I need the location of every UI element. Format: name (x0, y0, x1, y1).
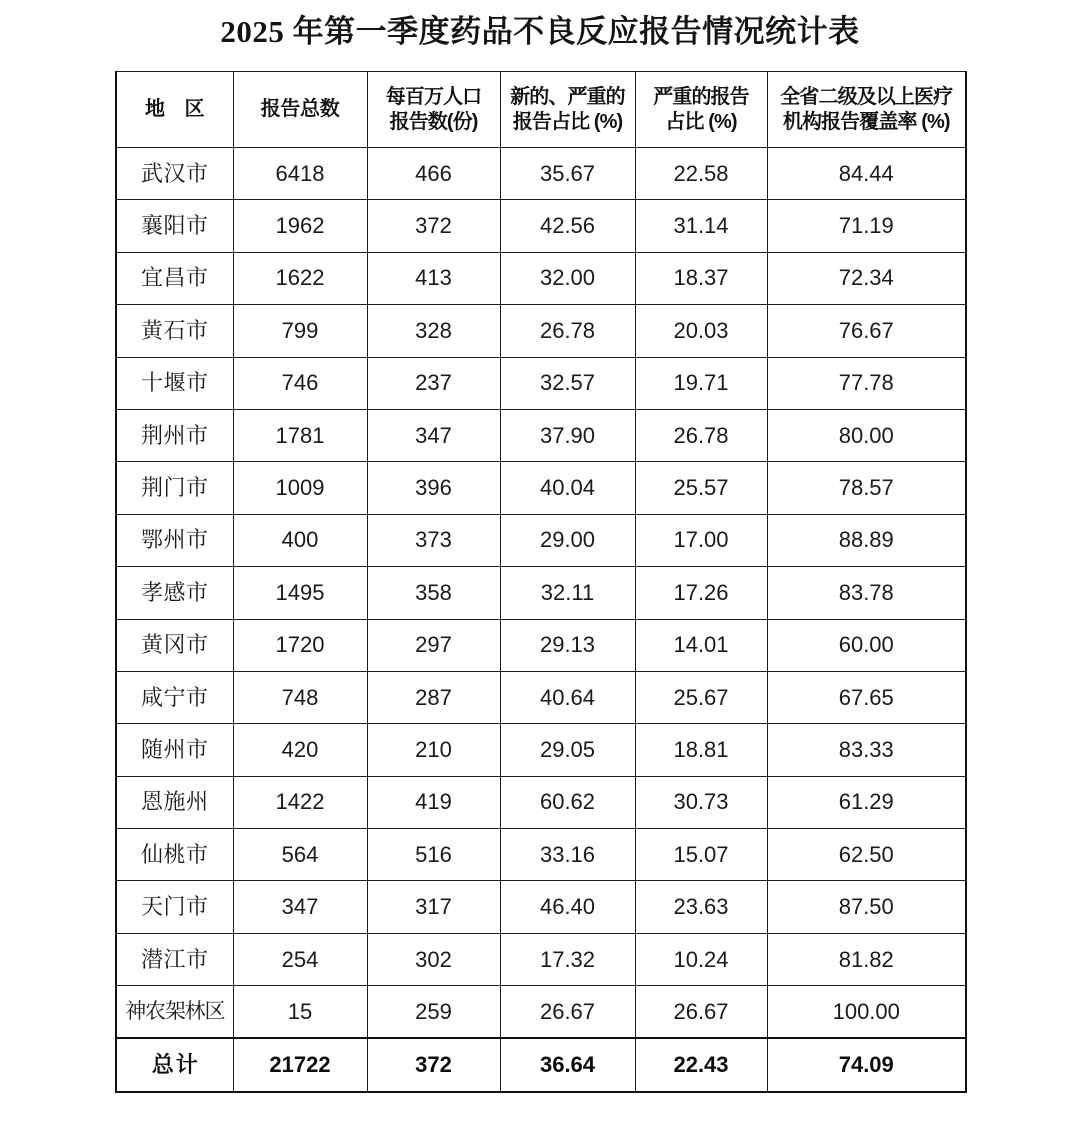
cell-serious-ratio: 17.00 (635, 514, 767, 566)
cell-reports-per-million: 372 (367, 200, 500, 252)
cell-new-and-serious-ratio: 32.11 (500, 567, 635, 619)
cell-total-reports: 21722 (233, 1038, 367, 1092)
cell-total-reports: 400 (233, 514, 367, 566)
cell-serious-ratio: 22.58 (635, 148, 767, 200)
cell-region: 神农架林区 (116, 986, 233, 1038)
cell-total-reports: 1495 (233, 567, 367, 619)
cell-region: 宜昌市 (116, 252, 233, 304)
cell-coverage-rate: 87.50 (767, 881, 966, 933)
table-row (116, 829, 966, 881)
cell-serious-ratio: 19.71 (635, 357, 767, 409)
cell-reports-per-million: 328 (367, 305, 500, 357)
cell-region: 鄂州市 (116, 514, 233, 566)
cell-total-reports: 15 (233, 986, 367, 1038)
column-header-total-reports: 报告总数 (233, 72, 367, 148)
cell-serious-ratio: 26.67 (635, 986, 767, 1038)
cell-serious-ratio: 22.43 (635, 1038, 767, 1092)
page-title: 2025 年第一季度药品不良反应报告情况统计表 (220, 14, 860, 49)
table-row (116, 776, 966, 828)
table-row (116, 881, 966, 933)
cell-coverage-rate: 62.50 (767, 829, 966, 881)
cell-region: 仙桃市 (116, 829, 233, 881)
cell-coverage-rate: 83.78 (767, 567, 966, 619)
cell-total-reports: 1622 (233, 252, 367, 304)
table-row (116, 933, 966, 985)
cell-new-and-serious-ratio: 33.16 (500, 829, 635, 881)
cell-region: 孝感市 (116, 567, 233, 619)
table-body (116, 148, 966, 1093)
column-header-coverage-rate: 全省二级及以上医疗 机构报告覆盖率 (%) (767, 72, 966, 148)
table-row (116, 305, 966, 357)
column-header-new-and-serious-ratio: 新的、严重的 报告占比 (%) (500, 72, 635, 148)
cell-coverage-rate: 77.78 (767, 357, 966, 409)
cell-region: 咸宁市 (116, 671, 233, 723)
cell-reports-per-million: 317 (367, 881, 500, 933)
table-total-row (116, 1038, 966, 1092)
cell-region: 荆州市 (116, 409, 233, 461)
cell-reports-per-million: 466 (367, 148, 500, 200)
cell-region: 黄冈市 (116, 619, 233, 671)
cell-total-reports: 254 (233, 933, 367, 985)
cell-serious-ratio: 20.03 (635, 305, 767, 357)
table-row (116, 148, 966, 200)
cell-coverage-rate: 84.44 (767, 148, 966, 200)
cell-coverage-rate: 71.19 (767, 200, 966, 252)
table-row (116, 409, 966, 461)
cell-reports-per-million: 372 (367, 1038, 500, 1092)
cell-region: 总计 (116, 1038, 233, 1092)
table-row (116, 671, 966, 723)
cell-new-and-serious-ratio: 42.56 (500, 200, 635, 252)
table-row (116, 986, 966, 1038)
cell-region: 十堰市 (116, 357, 233, 409)
adr-report-statistics-table (115, 71, 967, 1093)
cell-new-and-serious-ratio: 36.64 (500, 1038, 635, 1092)
cell-serious-ratio: 30.73 (635, 776, 767, 828)
cell-reports-per-million: 259 (367, 986, 500, 1038)
cell-reports-per-million: 210 (367, 724, 500, 776)
cell-total-reports: 420 (233, 724, 367, 776)
cell-new-and-serious-ratio: 60.62 (500, 776, 635, 828)
cell-reports-per-million: 287 (367, 671, 500, 723)
cell-region: 潜江市 (116, 933, 233, 985)
statistics-table-container (115, 71, 965, 1093)
cell-region: 恩施州 (116, 776, 233, 828)
cell-new-and-serious-ratio: 29.13 (500, 619, 635, 671)
cell-new-and-serious-ratio: 40.04 (500, 462, 635, 514)
cell-reports-per-million: 516 (367, 829, 500, 881)
cell-coverage-rate: 100.00 (767, 986, 966, 1038)
cell-serious-ratio: 10.24 (635, 933, 767, 985)
table-row (116, 462, 966, 514)
cell-serious-ratio: 18.81 (635, 724, 767, 776)
cell-new-and-serious-ratio: 46.40 (500, 881, 635, 933)
cell-new-and-serious-ratio: 35.67 (500, 148, 635, 200)
cell-serious-ratio: 15.07 (635, 829, 767, 881)
cell-coverage-rate: 88.89 (767, 514, 966, 566)
table-row (116, 724, 966, 776)
cell-new-and-serious-ratio: 29.00 (500, 514, 635, 566)
table-header-row (116, 72, 966, 148)
cell-coverage-rate: 80.00 (767, 409, 966, 461)
cell-coverage-rate: 60.00 (767, 619, 966, 671)
cell-reports-per-million: 413 (367, 252, 500, 304)
cell-total-reports: 1962 (233, 200, 367, 252)
column-header-region: 地 区 (116, 72, 233, 148)
cell-total-reports: 799 (233, 305, 367, 357)
cell-reports-per-million: 237 (367, 357, 500, 409)
cell-reports-per-million: 373 (367, 514, 500, 566)
table-header (116, 72, 966, 148)
cell-serious-ratio: 26.78 (635, 409, 767, 461)
table-row (116, 200, 966, 252)
cell-serious-ratio: 18.37 (635, 252, 767, 304)
cell-total-reports: 748 (233, 671, 367, 723)
cell-new-and-serious-ratio: 17.32 (500, 933, 635, 985)
cell-serious-ratio: 25.67 (635, 671, 767, 723)
cell-reports-per-million: 302 (367, 933, 500, 985)
cell-total-reports: 564 (233, 829, 367, 881)
column-header-reports-per-million: 每百万人口 报告数(份) (367, 72, 500, 148)
cell-new-and-serious-ratio: 26.78 (500, 305, 635, 357)
cell-total-reports: 1781 (233, 409, 367, 461)
cell-coverage-rate: 67.65 (767, 671, 966, 723)
table-row (116, 514, 966, 566)
table-row (116, 567, 966, 619)
table-row (116, 252, 966, 304)
cell-total-reports: 6418 (233, 148, 367, 200)
cell-serious-ratio: 14.01 (635, 619, 767, 671)
cell-coverage-rate: 76.67 (767, 305, 966, 357)
cell-region: 荆门市 (116, 462, 233, 514)
cell-serious-ratio: 17.26 (635, 567, 767, 619)
cell-total-reports: 1720 (233, 619, 367, 671)
cell-region: 黄石市 (116, 305, 233, 357)
cell-reports-per-million: 358 (367, 567, 500, 619)
cell-region: 随州市 (116, 724, 233, 776)
cell-total-reports: 1009 (233, 462, 367, 514)
cell-new-and-serious-ratio: 37.90 (500, 409, 635, 461)
cell-new-and-serious-ratio: 29.05 (500, 724, 635, 776)
cell-new-and-serious-ratio: 40.64 (500, 671, 635, 723)
cell-coverage-rate: 78.57 (767, 462, 966, 514)
cell-region: 天门市 (116, 881, 233, 933)
cell-reports-per-million: 396 (367, 462, 500, 514)
cell-coverage-rate: 83.33 (767, 724, 966, 776)
cell-region: 襄阳市 (116, 200, 233, 252)
table-row (116, 357, 966, 409)
cell-region: 武汉市 (116, 148, 233, 200)
cell-total-reports: 1422 (233, 776, 367, 828)
cell-new-and-serious-ratio: 26.67 (500, 986, 635, 1038)
cell-serious-ratio: 25.57 (635, 462, 767, 514)
cell-total-reports: 746 (233, 357, 367, 409)
cell-reports-per-million: 347 (367, 409, 500, 461)
column-header-serious-ratio: 严重的报告 占比 (%) (635, 72, 767, 148)
cell-reports-per-million: 297 (367, 619, 500, 671)
table-row (116, 619, 966, 671)
cell-reports-per-million: 419 (367, 776, 500, 828)
cell-serious-ratio: 31.14 (635, 200, 767, 252)
cell-coverage-rate: 72.34 (767, 252, 966, 304)
cell-new-and-serious-ratio: 32.57 (500, 357, 635, 409)
cell-coverage-rate: 81.82 (767, 933, 966, 985)
cell-coverage-rate: 61.29 (767, 776, 966, 828)
cell-serious-ratio: 23.63 (635, 881, 767, 933)
cell-total-reports: 347 (233, 881, 367, 933)
cell-new-and-serious-ratio: 32.00 (500, 252, 635, 304)
cell-coverage-rate: 74.09 (767, 1038, 966, 1092)
